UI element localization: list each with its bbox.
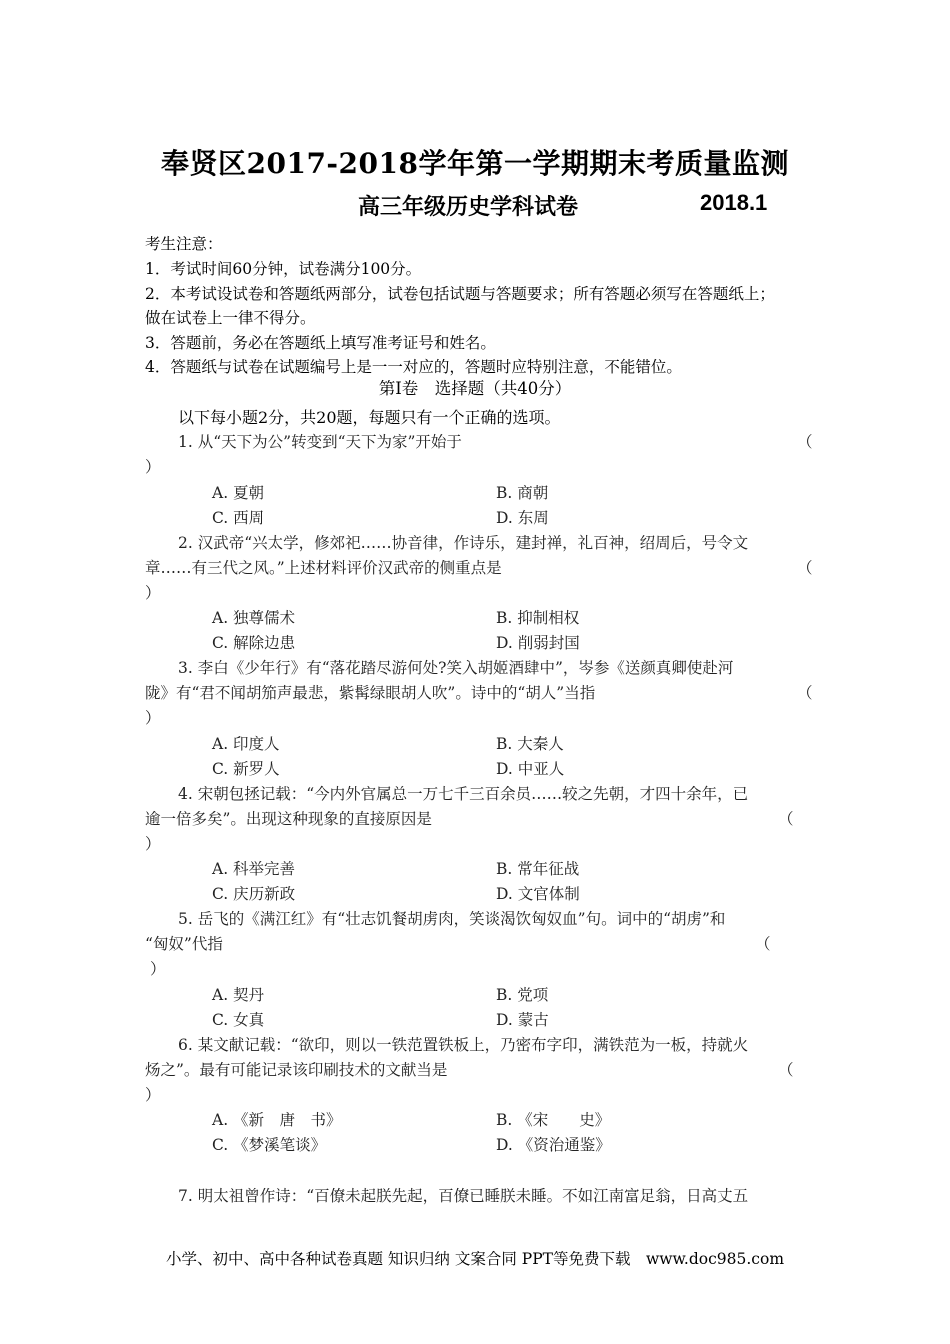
question-5-option-b: B. 党项 xyxy=(496,986,549,1004)
answer-paren-close: ） xyxy=(145,709,161,727)
question-6-option-a: A. 《新 唐 书》 xyxy=(212,1111,342,1129)
answer-paren-close: ） xyxy=(145,584,161,602)
question-2-option-d: D. 削弱封国 xyxy=(496,634,580,652)
question-2-option-b: B. 抑制相权 xyxy=(496,609,580,627)
answer-paren-close: ） xyxy=(145,1086,161,1104)
question-3-option-d: D. 中亚人 xyxy=(496,760,565,778)
question-2-text: 2. 汉武帝“兴太学，修郊祀……协音律，作诗乐，建封禅，礼百神，绍周后，号令文 xyxy=(178,534,749,552)
answer-paren-close: ） xyxy=(150,960,166,978)
question-1-option-a: A. 夏朝 xyxy=(212,484,265,502)
notes-heading: 考生注意： xyxy=(145,235,223,253)
question-6-text-cont: 炀之”。最有可能记录该印刷技术的文献当是 xyxy=(145,1061,448,1079)
note-item: 4．答题纸与试卷在试题编号上是一一对应的，答题时应特别注意，不能错位。 xyxy=(145,358,682,376)
answer-paren-open: （ xyxy=(778,1061,794,1079)
question-5-text-cont: “匈奴”代指 xyxy=(145,935,223,953)
note-item: 1．考试时间60分钟，试卷满分100分。 xyxy=(145,260,422,278)
section-intro: 以下每小题2分，共20题，每题只有一个正确的选项。 xyxy=(178,408,561,427)
question-6-option-b: B. 《宋 史》 xyxy=(496,1111,611,1129)
exam-title: 奉贤区2017-2018学年第一学期期末考质量监测 xyxy=(161,147,789,180)
question-7-text: 7. 明太祖曾作诗：“百僚未起朕先起，百僚已睡朕未睡。不如江南富足翁，日高丈五 xyxy=(178,1187,749,1205)
question-4-text-cont: 逾一倍多矣”。出现这种现象的直接原因是 xyxy=(145,810,432,828)
question-6-option-c: C. 《梦溪笔谈》 xyxy=(212,1136,327,1154)
section-title: 第Ⅰ卷 选择题（共40分） xyxy=(378,379,572,398)
question-4-option-c: C. 庆历新政 xyxy=(212,885,296,903)
question-3-text-cont: 陇》有“君不闻胡笳声最悲，紫髯绿眼胡人吹”。诗中的“胡人”当指 xyxy=(145,684,596,702)
question-2-text-cont: 章……有三代之风。”上述材料评价汉武帝的侧重点是 xyxy=(145,559,502,577)
question-3-text: 3. 李白《少年行》有“落花踏尽游何处?笑入胡姬酒肆中”，岑参《送颜真卿使赴河 xyxy=(178,659,734,677)
answer-paren-open: （ xyxy=(778,810,794,828)
question-1-option-b: B. 商朝 xyxy=(496,484,549,502)
question-2-option-a: A. 独尊儒术 xyxy=(212,609,296,627)
question-3-option-b: B. 大秦人 xyxy=(496,735,564,753)
question-4-option-a: A. 科举完善 xyxy=(212,860,296,878)
question-3-option-a: A. 印度人 xyxy=(212,735,280,753)
question-3-option-c: C. 新罗人 xyxy=(212,760,280,778)
question-6-option-d: D. 《资治通鉴》 xyxy=(496,1136,611,1154)
question-1-option-c: C. 西周 xyxy=(212,509,265,527)
answer-paren-close: ） xyxy=(145,835,161,853)
answer-paren-open: （ xyxy=(797,684,813,702)
answer-paren-open: （ xyxy=(797,433,813,451)
question-1-text: 1. 从“天下为公”转变到“天下为家”开始于 xyxy=(178,433,462,451)
question-2-option-c: C. 解除边患 xyxy=(212,634,296,652)
note-item: 3．答题前，务必在答题纸上填写准考证号和姓名。 xyxy=(145,334,496,352)
exam-subtitle: 高三年级历史学科试卷 xyxy=(358,194,579,220)
question-4-option-d: D. 文官体制 xyxy=(496,885,580,903)
exam-date: 2018.1 xyxy=(700,190,768,215)
question-5-option-c: C. 女真 xyxy=(212,1011,265,1029)
question-4-text: 4. 宋朝包拯记载：“今内外官属总一万七千三百余员……较之先朝，才四十余年，已 xyxy=(178,785,749,803)
answer-paren-open: （ xyxy=(797,559,813,577)
question-1-option-d: D. 东周 xyxy=(496,509,549,527)
question-4-option-b: B. 常年征战 xyxy=(496,860,580,878)
page-footer: 小学、初中、高中各种试卷真题 知识归纳 文案合同 PPT等免费下载 www.doc985.com xyxy=(165,1250,785,1268)
question-5-option-a: A. 契丹 xyxy=(212,986,265,1004)
question-5-text: 5. 岳飞的《满江红》有“壮志饥餐胡虏肉，笑谈渴饮匈奴血”句。词中的“胡虏”和 xyxy=(178,910,726,928)
question-5-option-d: D. 蒙古 xyxy=(496,1011,549,1029)
note-item: 做在试卷上一律不得分。 xyxy=(145,309,316,327)
note-item: 2．本考试设试卷和答题纸两部分，试卷包括试题与答题要求；所有答题必须写在答题纸上； xyxy=(145,285,775,303)
question-6-text: 6. 某文献记载：“欲印，则以一铁范置铁板上，乃密布字印，满铁范为一板，持就火 xyxy=(178,1036,749,1054)
answer-paren-close: ） xyxy=(145,458,161,476)
answer-paren-open: （ xyxy=(755,935,771,953)
